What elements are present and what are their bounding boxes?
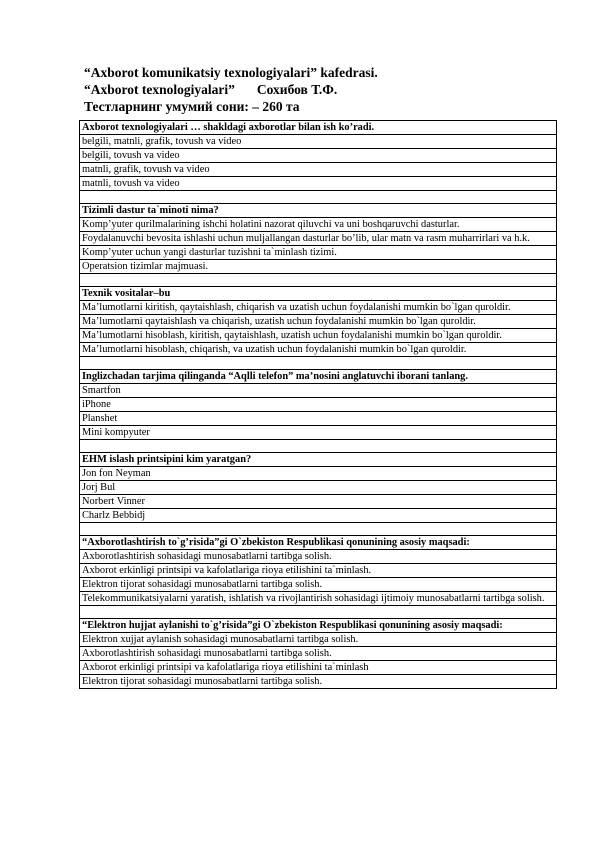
question-text: Inglizchadan tarjima qilinganda “Aqlli telefon” ma’nosini anglatuvchi iborani tanlang.: [80, 370, 557, 384]
answer-row: [80, 412, 557, 426]
answer-row: [80, 218, 557, 232]
answer-row: [80, 467, 557, 481]
answer-text: Axborot erkinligi printsipi va kafolatlariga rioya etilishini ta`minlash.: [80, 564, 557, 578]
spacer-row: [80, 440, 557, 453]
answer-text: iPhone: [80, 398, 557, 412]
answer-row: [80, 647, 557, 661]
question-row: [80, 204, 557, 218]
test-count: Тестларнинг умумий сони: – 260 та: [84, 99, 300, 114]
answer-row: [80, 149, 557, 163]
question-row: [80, 619, 557, 633]
spacer-row: [80, 191, 557, 204]
answer-row: [80, 550, 557, 564]
answer-text: Jon fon Neyman: [80, 467, 557, 481]
subject-line: [84, 81, 378, 98]
answer-row: [80, 509, 557, 523]
answer-text: Ma’lumotlarni hisoblash, kiritish, qaytaishlash, uzatish uchun foydalanishi mumkin bo`lgan quroldir.: [80, 329, 557, 343]
answer-text: belgili, tovush va video: [80, 149, 557, 163]
question-row: [80, 287, 557, 301]
answer-text: Elektron tijorat sohasidagi munosabatlarni tartibga solish.: [80, 578, 557, 592]
answer-row: [80, 301, 557, 315]
answer-row: [80, 578, 557, 592]
answer-row: [80, 163, 557, 177]
answer-text: Operatsion tizimlar majmuasi.: [80, 260, 557, 274]
answer-text: matnli, grafik, tovush va video: [80, 163, 557, 177]
answer-text: Mini kompyuter: [80, 426, 557, 440]
answer-text: belgili, matnli, grafik, tovush va video: [80, 135, 557, 149]
answer-text: Komp’yuter uchun yangi dasturlar tuzishni ta`minlash tizimi.: [80, 246, 557, 260]
answer-text: Charlz Bebbidj: [80, 509, 557, 523]
spacer-cell: [80, 523, 557, 536]
answer-row: [80, 343, 557, 357]
answer-row: [80, 661, 557, 675]
answer-row: [80, 495, 557, 509]
spacer-cell: [80, 606, 557, 619]
answer-text: Ma’lumotlarni hisoblash, chiqarish, va uzatish uchun foydalanishi mumkin bo`lgan quroldir.: [80, 343, 557, 357]
spacer-row: [80, 274, 557, 287]
subject-name: “Axborot texnologiyalari”: [84, 82, 235, 97]
department-title: “Axborot komunikatsiy texnologiyalari” kafedrasi.: [84, 65, 378, 80]
spacer-cell: [80, 191, 557, 204]
answer-text: Axborot erkinligi printsipi va kafolatlariga rioya etilishini ta`minlash: [80, 661, 557, 675]
answer-row: [80, 592, 557, 606]
answer-text: Ma’lumotlarni qaytaishlash va chiqarish, uzatish uchun foydalanishi mumkin bo`lgan quroldir.: [80, 315, 557, 329]
answer-text: Planshet: [80, 412, 557, 426]
answer-row: [80, 260, 557, 274]
answer-text: Ma’lumotlarni kiritish, qaytaishlash, chiqarish va uzatish uchun foydalanishi mumkin bo`lgan quroldir.: [80, 301, 557, 315]
question-text: “Axborotlashtirish to`g’risida”gi O`zbekiston Respublikasi qonunining asosiy maqsadi:: [80, 536, 557, 550]
answer-row: [80, 633, 557, 647]
answer-row: [80, 232, 557, 246]
question-text: Texnik vositalar–bu: [80, 287, 557, 301]
spacer-cell: [80, 440, 557, 453]
answer-text: Norbert Vinner: [80, 495, 557, 509]
question-text: Axborot texnologiyalari … shakldagi axborotlar bilan ish ko’radi.: [80, 121, 557, 135]
question-row: [80, 121, 557, 135]
answer-row: [80, 564, 557, 578]
spacer-row: [80, 357, 557, 370]
answer-row: [80, 177, 557, 191]
answer-text: Axborotlashtirish sohasidagi munosabatlarni tartibga solish.: [80, 550, 557, 564]
question-row: [80, 370, 557, 384]
document-header: [84, 64, 378, 115]
answer-text: Smartfon: [80, 384, 557, 398]
questions-table: [79, 120, 557, 689]
answer-text: Elektron tijorat sohasidagi munosabatlarni tartibga solish.: [80, 675, 557, 689]
answer-row: [80, 135, 557, 149]
answer-row: [80, 329, 557, 343]
spacer-cell: [80, 274, 557, 287]
answer-row: [80, 384, 557, 398]
question-row: [80, 536, 557, 550]
question-text: “Elektron hujjat aylanishi to`g’risida”gi O`zbekiston Respublikasi qonunining asosiy maqsadi:: [80, 619, 557, 633]
answer-row: [80, 398, 557, 412]
author-name: Сохибов Т.Ф.: [256, 82, 338, 97]
answer-row: [80, 481, 557, 495]
answer-row: [80, 426, 557, 440]
answer-text: matnli, tovush va video: [80, 177, 557, 191]
answer-text: Komp’yuter qurilmalarining ishchi holatini nazorat qiluvchi va uni boshqaruvchi dasturlar.: [80, 218, 557, 232]
question-text: EHM islash printsipini kim yaratgan?: [80, 453, 557, 467]
question-text: Tizimli dastur ta`minoti nima?: [80, 204, 557, 218]
answer-text: Telekommunikatsiyalarni yaratish, ishlatish va rivojlantirish sohasidagi ijtimoiy munosabatlarni tartibga solish.: [80, 592, 557, 606]
answer-text: Jorj Bul: [80, 481, 557, 495]
answer-row: [80, 246, 557, 260]
answer-row: [80, 675, 557, 689]
question-row: [80, 453, 557, 467]
spacer-row: [80, 606, 557, 619]
answer-text: Axborotlashtirish sohasidagi munosabatlarni tartibga solish.: [80, 647, 557, 661]
spacer-row: [80, 523, 557, 536]
answer-text: Elektron xujjat aylanish sohasidagi munosabatlarni tartibga solish.: [80, 633, 557, 647]
spacer-cell: [80, 357, 557, 370]
answer-row: [80, 315, 557, 329]
answer-text: Foydalanuvchi bevosita ishlashi uchun muljallangan dasturlar bo’lib, ular matn va rasm muharrirlari va h.k.: [80, 232, 557, 246]
